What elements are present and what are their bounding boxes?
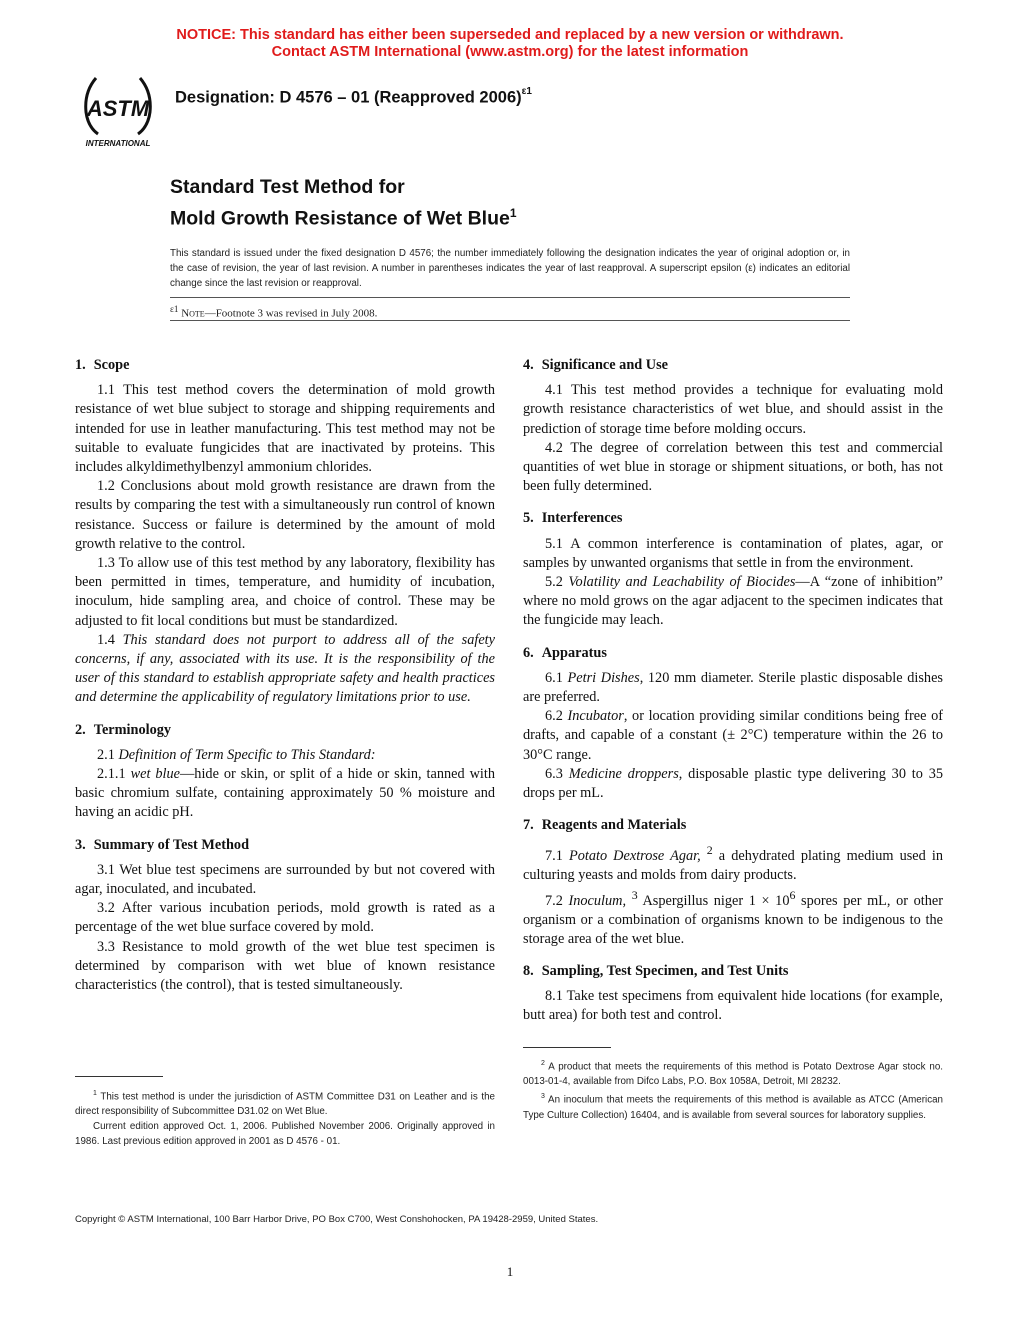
footnotes-right (523, 1056, 943, 1123)
section-heading: 7. Reagents and Materials (523, 817, 687, 834)
footnote-1: $^1$ This test method is under the jurisdiction of ASTM Committee D31 on Leather and is the direct responsibility of Subcommittee D31.02 on Wet Blue. (75, 1090, 496, 1118)
section-summary (75, 836, 495, 996)
ednote-mark: ε1 (170, 304, 179, 314)
section-reagents (523, 816, 943, 949)
section-apparatus (523, 644, 943, 804)
paragraph: 4.1 This test method provides a technique for evaluating mold growth resistance characteristics of wet blue, and should assist in the prediction of storage time before molding occurs. (523, 382, 943, 437)
paragraph: 7.2 Inoculum, $^3$ Aspergillus niger $1 \times 10^6$ spores per mL, or other organism or a combination of organisms known to be indigenous to the storage area of the wet blue. (523, 887, 944, 947)
section-significance (523, 356, 943, 496)
section-heading: 1. Scope (75, 357, 130, 373)
title-footnote-ref: 1 (509, 206, 517, 220)
section-interferences (523, 509, 943, 630)
section-heading: 2. Terminology (75, 721, 172, 738)
ednote-rule (170, 320, 850, 321)
notice-line-2: Contact ASTM International (www.astm.org) for the latest information (271, 44, 749, 60)
footnote-ref: 3 (631, 887, 638, 902)
logo-text: ASTM (86, 96, 150, 121)
paragraph: 6.3 Medicine droppers, disposable plastic type delivering 30 to 35 drops per mL. (523, 765, 943, 802)
section-heading: 3. Summary of Test Method (75, 836, 250, 853)
preamble: This standard is issued under the fixed designation D 4576; the number immediately following the designation indicates the year of original adoption or, in the case of revision, the year of last revision. A number in parentheses indicates the year of last reapproval. A superscript epsilon (ε) indicates an editorial change since the last revision or reapproval. (170, 248, 850, 289)
notice-line-1: NOTICE: This standard has either been superseded and replaced by a new version or withdrawn. (176, 27, 844, 43)
paragraph: 3.3 Resistance to mold growth of the wet blue test specimen is determined by comparison with wet blue of known resistance characteristics (the control), that is tested simultaneously. (75, 938, 495, 994)
paragraph: 5.1 A common interference is contamination of plates, agar, or samples by unwanted organisms that settle in from the environment. (523, 535, 943, 571)
logo-subtext: INTERNATIONAL (85, 139, 151, 148)
section-heading: 8. Sampling, Test Specimen, and Test Units (523, 963, 789, 980)
paragraph: 8.1 Take test specimens from equivalent hide locations (for example, butt area) for both test and control. (523, 988, 943, 1024)
left-column (75, 356, 495, 1008)
designation-label: Designation: D 4576 – 01 (Reapproved 2006) (175, 88, 522, 107)
page-number: 1 (506, 1264, 514, 1279)
ednote-text: —Footnote 3 was revised in July 2008. (204, 307, 378, 320)
paragraph: 5.2 Volatility and Leachability of Biocides—A “zone of inhibition” where no mold grows on the agar adjacent to the specimen indicates that the fungicide may leach. (523, 574, 944, 629)
footnote-3: $^3$ An inoculum that meets the requirements of this method is available as ATCC (American Type Culture Collection) 16404, and is available from several sources for laboratory supplies. (523, 1093, 943, 1121)
section-heading: 6. Apparatus (523, 644, 607, 661)
right-column (523, 356, 943, 1039)
withdrawal-notice (0, 27, 1020, 61)
footnote-rule-right (523, 1047, 611, 1048)
copyright: Copyright © ASTM International, 100 Barr Harbor Drive, PO Box C700, West Conshohocken, PA 19428-2959, United States. (75, 1214, 599, 1225)
title-line-2: Mold Growth Resistance of Wet Blue (170, 207, 510, 230)
title-line-1: Standard Test Method for (170, 176, 405, 198)
paragraph: 4.2 The degree of correlation between this test and commercial quantities of wet blue in storage or shipment situations, or both, has not been fully determined. (523, 439, 943, 495)
paragraph: 1.1 This test method covers the determination of mold growth resistance of wet blue subject to storage and shipping requirements and intended for use in leather manufacturing. This test method may not be suitable to evaluate fungicides that are inactivated by proteins. This includes alkyldimethylbenzyl ammonium chlorides. (75, 382, 495, 476)
footnotes-left (75, 1086, 495, 1149)
paragraph: 3.1 Wet blue test specimens are surrounded by but not covered with agar, inoculated, and incubated. (75, 861, 495, 898)
section-heading: 4. Significance and Use (523, 357, 669, 373)
preamble-rule (170, 297, 850, 298)
paragraph: 1.4 This standard does not purport to address all of the safety concerns, if any, associated with its use. It is the responsibility of the user of this standard to establish appropriate safety and health practices and determine the applicability of regulatory limitations prior to use. (75, 631, 495, 706)
paragraph: 1.3 To allow use of this test method by any laboratory, flexibility has been permitted in times, temperature, and humidity of incubation, inoculum, hide sampling area, and choice of control. These may be adjusted to fit local conditions but must be standardized. (75, 555, 495, 629)
document-title (170, 174, 517, 232)
section-heading: 5. Interferences (523, 510, 623, 527)
paragraph: 1.2 Conclusions about mold growth resistance are drawn from the results by comparing the test with a simultaneously run control of known resistance. Success or failure is determined by the amount of mold growth relative to the control. (75, 478, 495, 552)
paragraph: 2.1 Definition of Term Specific to This Standard: (97, 746, 376, 763)
footnote-rule-left (75, 1076, 163, 1077)
footnote-1b: Current edition approved Oct. 1, 2006. Published November 2006. Originally approved in 1986. Last previous edition approved in 2001 as D 4576 - 01. (75, 1121, 495, 1148)
paragraph: 7.1 Potato Dextrose Agar, $^2$ a dehydrated plating medium used in culturing yeasts and molds from dairy products. (523, 843, 943, 884)
section-sampling (523, 962, 943, 1026)
section-scope (75, 356, 495, 708)
editorial-note (170, 304, 377, 320)
section-terminology (75, 721, 495, 823)
paragraph: 6.1 Petri Dishes, 120 mm diameter. Sterile plastic disposable dishes are preferred. (523, 669, 943, 706)
paragraph: 2.1.1 wet blue—hide or skin, or split of a hide or skin, tanned with basic chromium sulfate, containing approximately 50 % moisture and having an acidic pH. (75, 766, 496, 821)
ednote-label: Note (181, 307, 205, 320)
astm-logo (76, 72, 160, 150)
footnote-2: $^2$ A product that meets the requirements of this method is Potato Dextrose Agar stock no. 0013-01-4, available from Difco Labs, P.O. Box 1058A, Detroit, MI 28232. (523, 1060, 944, 1088)
paragraph: 3.2 After various incubation periods, mold growth is rated as a percentage of the wet blue surface covered by mold. (75, 900, 495, 936)
designation-epsilon: ε1 (521, 86, 532, 97)
footnote-ref: 2 (706, 843, 713, 858)
paragraph: 6.2 Incubator, or location providing similar conditions being free of drafts, and capable of a constant (± 2°C) temperature within the 26 to 30°C range. (523, 708, 943, 763)
designation (175, 88, 532, 108)
